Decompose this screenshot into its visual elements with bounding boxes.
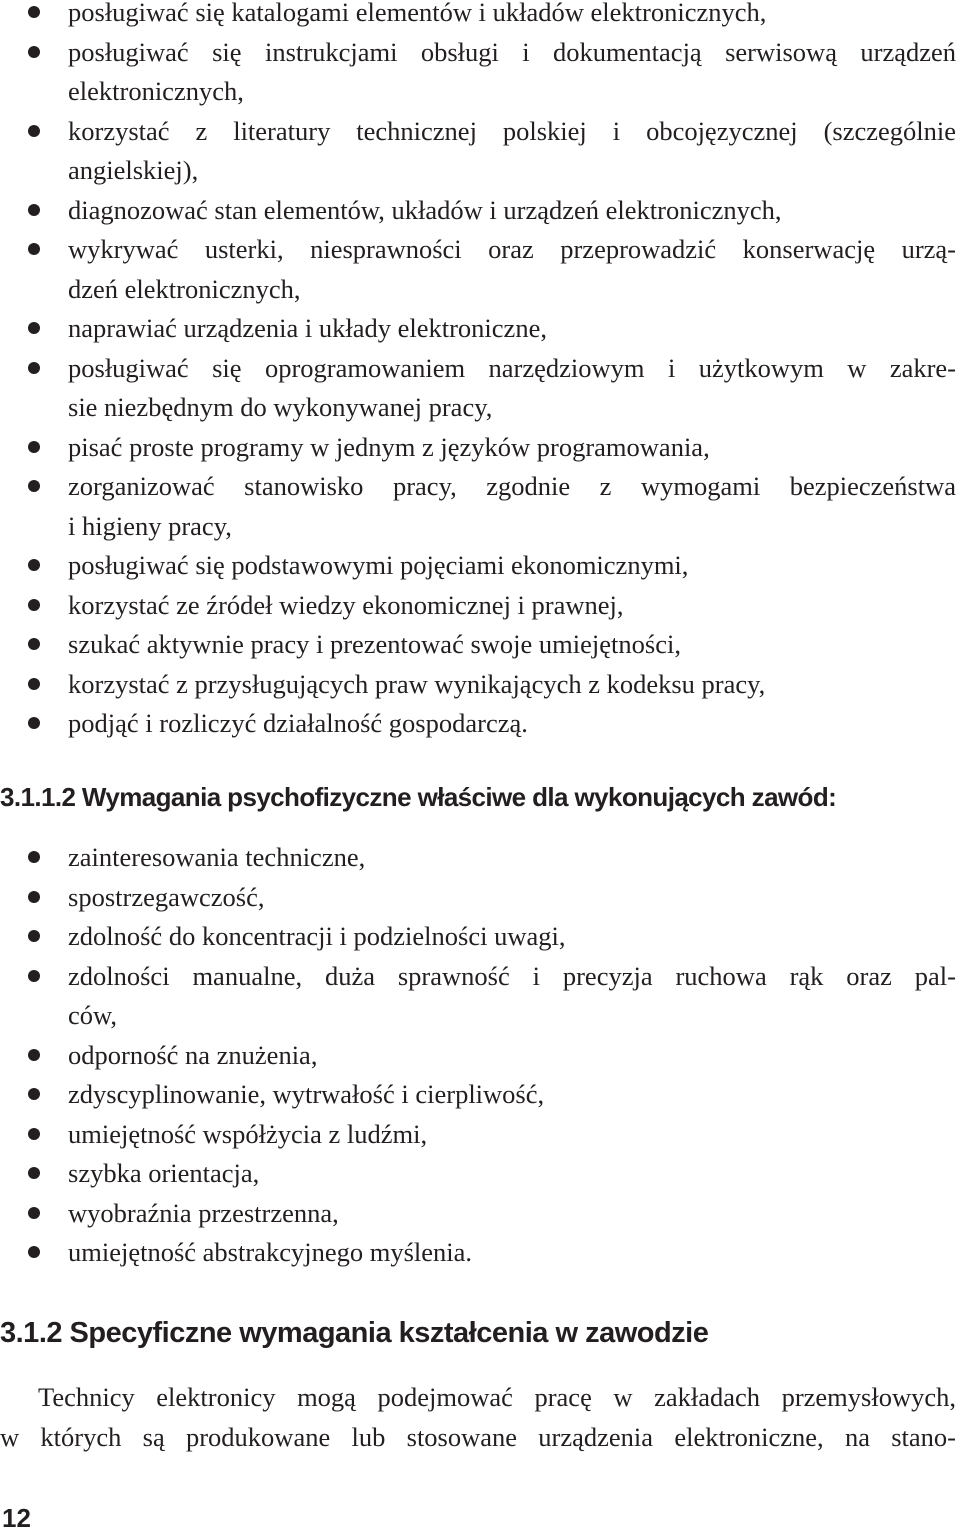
list-item-text: elektronicznych, xyxy=(68,76,244,106)
list-item-text: korzystać z literatury technicznej polskiej i obcojęzycznej (szczególnie xyxy=(68,115,956,146)
bullet-icon xyxy=(28,970,40,982)
bullet-icon xyxy=(28,930,40,942)
bullet-icon xyxy=(28,204,40,216)
bullet-icon xyxy=(28,678,40,690)
bullet-icon xyxy=(28,441,40,453)
body-paragraph xyxy=(0,1377,956,1457)
bullet-icon xyxy=(28,125,40,137)
list-item-text: korzystać z przysługujących praw wynikających z kodeksu pracy, xyxy=(68,668,766,699)
list-item xyxy=(0,625,960,665)
bullet-icon xyxy=(28,717,40,729)
list-item xyxy=(0,0,960,33)
list-item xyxy=(0,957,960,1036)
bullet-icon xyxy=(28,1049,40,1061)
psychophysical-requirements-list xyxy=(0,838,960,1273)
list-item xyxy=(0,349,960,428)
list-item-text: umiejętność współżycia z ludźmi, xyxy=(68,1118,428,1149)
list-item xyxy=(0,1233,960,1273)
section-heading-psychophysical: 3.1.1.2 Wymagania psychofizyczne właściwe dla wykonujących zawód: xyxy=(0,782,837,812)
bullet-icon xyxy=(28,1088,40,1100)
list-item-text: zorganizować stanowisko pracy, zgodnie z wymogami bezpieczeństwa xyxy=(68,471,956,501)
list-item xyxy=(0,838,960,878)
paragraph-line: Technicy elektronicy mogą podejmować pracę w zakładach przemysłowych, xyxy=(38,1382,956,1412)
list-item-text: posługiwać się oprogramowaniem narzędziowym i użytkowym w zakre- xyxy=(68,352,956,383)
list-item xyxy=(0,230,960,309)
list-item xyxy=(0,665,960,705)
list-item xyxy=(0,1154,960,1194)
section-heading-specific-requirements: 3.1.2 Specyficzne wymagania kształcenia w zawodzie xyxy=(0,1317,709,1349)
paragraph-line: w których są produkowane lub stosowane urządzenia elektroniczne, na stano- xyxy=(0,1422,956,1452)
list-item-text: zainteresowania techniczne, xyxy=(68,842,366,872)
list-item xyxy=(0,917,960,957)
list-item-text: posługiwać się instrukcjami obsługi i dokumentacją serwisową urządzeń xyxy=(68,36,956,67)
list-item xyxy=(0,467,960,546)
skills-list xyxy=(0,0,960,744)
list-item-text: posługiwać się podstawowymi pojęciami ekonomicznymi, xyxy=(68,550,689,580)
list-item-text: spostrzegawczość, xyxy=(68,881,265,912)
list-item-text: zdolności manualne, duża sprawność i precyzja ruchowa rąk oraz pal- xyxy=(68,960,956,991)
bullet-icon xyxy=(28,322,40,334)
bullet-icon xyxy=(28,1128,40,1140)
list-item-text: szukać aktywnie pracy i prezentować swoje umiejętności, xyxy=(68,629,681,659)
list-item xyxy=(0,1036,960,1076)
list-item xyxy=(0,1194,960,1234)
list-item-text: dzeń elektronicznych, xyxy=(68,273,301,304)
list-item-text: naprawiać urządzenia i układy elektroniczne, xyxy=(68,313,547,343)
bullet-icon xyxy=(28,362,40,374)
list-item xyxy=(0,704,960,744)
list-item-text: umiejętność abstrakcyjnego myślenia. xyxy=(68,1237,473,1267)
list-item xyxy=(0,191,960,231)
list-item xyxy=(0,112,960,191)
list-item-text: wykrywać usterki, niesprawności oraz przeprowadzić konserwację urzą- xyxy=(68,234,956,264)
list-item-text: odporność na znużenia, xyxy=(68,1039,318,1070)
bullet-icon xyxy=(28,851,40,863)
list-item xyxy=(0,586,960,626)
bullet-icon xyxy=(28,891,40,903)
list-item xyxy=(0,546,960,586)
bullet-icon xyxy=(28,599,40,611)
list-item xyxy=(0,878,960,918)
list-item-text: szybka orientacja, xyxy=(68,1158,260,1188)
bullet-icon xyxy=(28,6,40,18)
list-item-text: sie niezbędnym do wykonywanej pracy, xyxy=(68,392,493,422)
list-item xyxy=(0,1115,960,1155)
bullet-icon xyxy=(28,1207,40,1219)
list-item xyxy=(0,428,960,468)
bullet-icon xyxy=(28,1246,40,1258)
list-item-text: ców, xyxy=(68,1000,118,1030)
list-item-text: i higieny pracy, xyxy=(68,510,232,541)
bullet-icon xyxy=(28,46,40,58)
bullet-icon xyxy=(28,243,40,255)
list-item-text: zdyscyplinowanie, wytrwałość i cierpliwość, xyxy=(68,1079,545,1109)
list-item xyxy=(0,1075,960,1115)
list-item-text: pisać proste programy w jednym z języków programowania, xyxy=(68,431,710,462)
list-item-text: zdolność do koncentracji i podzielności uwagi, xyxy=(68,921,566,951)
list-item xyxy=(0,33,960,112)
bullet-icon xyxy=(28,559,40,571)
page-number: 12 xyxy=(2,1503,31,1533)
bullet-icon xyxy=(28,480,40,492)
bullet-icon xyxy=(28,638,40,650)
bullet-icon xyxy=(28,1167,40,1179)
list-item-text: diagnozować stan elementów, układów i urządzeń elektronicznych, xyxy=(68,194,782,225)
list-item xyxy=(0,309,960,349)
list-item-text: angielskiej), xyxy=(68,155,199,185)
list-item-text: wyobraźnia przestrzenna, xyxy=(68,1197,339,1228)
list-item-text: podjąć i rozliczyć działalność gospodarczą. xyxy=(68,708,528,738)
list-item-text: posługiwać się katalogami elementów i układów elektronicznych, xyxy=(68,0,767,27)
list-item-text: korzystać ze źródeł wiedzy ekonomicznej i prawnej, xyxy=(68,589,624,620)
